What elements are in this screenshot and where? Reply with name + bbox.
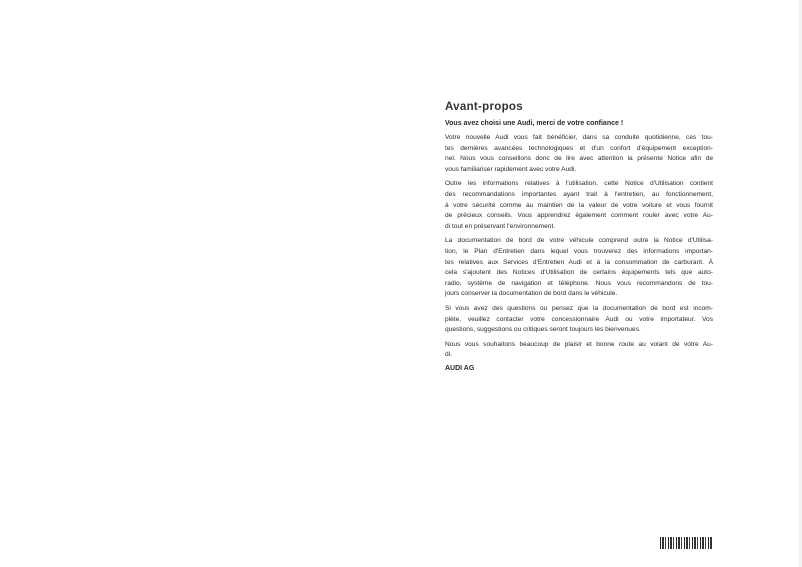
- text-line: cela s'ajoutent des Notices d'Utilisation de certains équipements tels que auto-: [445, 269, 713, 277]
- text-line: à votre sécurité comme au maintien de la valeur de votre voiture et vous fournit: [445, 201, 713, 209]
- text-line: Nous vous souhaitons beaucoup de plaisir et bonne route au volant de votre Au-: [445, 340, 713, 348]
- text-line: tes dernières avancées technologiques et d'un confort d'équipement exception-: [445, 144, 713, 152]
- text-line: tes relatives aux Services d'Entretien Audi et à la consommation de carburant. À: [445, 258, 713, 266]
- text-line: vous familiariser rapidement avec votre Audi.: [445, 165, 577, 173]
- paragraph: [445, 179, 713, 232]
- paragraph: [445, 304, 713, 336]
- text-line: radio, système de navigation et téléphone. Nous vous recommandons de tou-: [445, 279, 713, 287]
- text-line: di.: [445, 351, 452, 359]
- text-line: Outre les informations relatives à l'utilisation, cette Notice d'Utilisation contient: [445, 180, 713, 188]
- paragraph: [445, 340, 713, 361]
- barcode: [660, 537, 712, 549]
- text-line: nel. Nous vous conseillons donc de lire avec attention la présente Notice afin de: [445, 155, 713, 163]
- text-line: tion, le Plan d'Entretien dans lequel vous trouverez des informations importan-: [445, 247, 713, 255]
- signature: AUDI AG: [445, 364, 475, 372]
- body-text: [445, 133, 713, 361]
- page-subtitle: Vous avez choisi une Audi, merci de votre confiance !: [445, 120, 624, 127]
- page-title: Avant-propos: [445, 101, 523, 113]
- text-line: des recommandations importantes ayant trait à l'entretien, au fonctionnement,: [445, 190, 713, 198]
- paragraph: [445, 236, 713, 300]
- text-line: questions, suggestions ou critiques seront toujours les bienvenues.: [445, 326, 641, 334]
- text-line: de précieux conseils. Vous apprendrez également comment rouler avec votre Au-: [445, 212, 713, 220]
- text-line: La documentation de bord de votre véhicule comprend outre la Notice d'Utilisa-: [445, 237, 713, 245]
- text-line: jours conserver la documentation de bord dans le véhicule.: [445, 290, 618, 298]
- document-page: [445, 101, 713, 372]
- text-line: Si vous avez des questions ou pensez que la documentation de bord est incom-: [445, 304, 713, 312]
- text-line: di tout en préservant l'environnement.: [445, 222, 556, 230]
- paragraph: [445, 133, 713, 175]
- text-line: Votre nouvelle Audi vous fait bénéficier, dans sa conduite quotidienne, ces tou-: [445, 134, 713, 141]
- text-line: plète, veuillez contacter votre concessionnaire Audi ou votre importateur. Vos: [445, 315, 713, 323]
